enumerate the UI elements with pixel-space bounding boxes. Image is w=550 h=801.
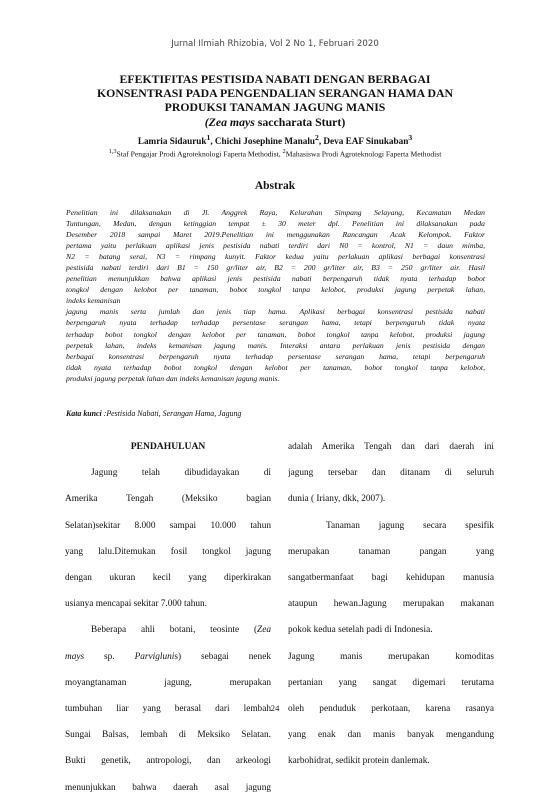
page-number: 24 [270,703,280,713]
body-line: pokok kedua setelah padi di Indonesia. [288,625,433,636]
abstract-body [66,207,485,384]
body-line: usianya mencapai sekitar 7.000 tahun. [65,599,207,610]
author-sup: 1 [206,133,211,142]
abstract-line: jagung manis serta jumlah dan jenis tiap hama. Aplikasi berbagai konsentrasi pestisida nabati [66,307,485,317]
body-line: oleh penduduk perkotaan, karena rasanya [288,704,494,715]
keywords-label: Kata kunci [66,409,102,418]
body-line [65,617,271,643]
author-name: Chichi Josephine Manalu [214,136,315,147]
body-line: Jagung telah dibudidayakan di [91,468,271,479]
body-line: moyangtanaman jagung, merupakan [65,677,271,688]
affiliation-sup: 1,3 [108,148,117,155]
author-sup: 3 [408,133,413,142]
abstract-heading: Abstrak [254,180,296,192]
abstract-line: Penelitian ini dilaksanakan di Jl. Anggrek Raya, Kelurahan Simpang Selayang, Kecamatan Medan [66,208,485,217]
body-line: adalah Amerika Tengah dan dari daerah ini [288,442,494,452]
abstract-line: berpengaruh nyata terhadap terhadap persentase serangan hama, tetapi berpengaruh tidak nyata [66,318,485,328]
title-species: (Zea mays [204,114,255,129]
title-line: KONSENTRASI PADA PENGENDALIAN SERANGAN HAMA DAN [96,86,453,101]
body-line: merupakan tanaman pangan yang [288,546,494,557]
body-line [65,644,271,670]
abstract-line: terhadap bobot tongkol dengan kelobot per tanaman, bobot tongkol tanpa kelobot, produksi jagung [66,329,485,339]
paper-title [70,72,480,129]
abstract-line: indeks kemanisan [66,296,121,306]
affiliation-text: Staf Pengajar Prodi Agroteknologi Faperta Methodist, [116,149,283,159]
body-line: karbohidrat, sedikit protein danlemak. [288,756,430,767]
body-line: sangatbermanfaat bagi kehidupan manusia [288,573,494,584]
species-text: Zea [257,625,271,636]
body-line: Jagung manis merupakan komoditas [288,651,494,662]
abstract-line: Tuntungan, Medan, dengan ketinggian tempat ± 30 meter dpl. Penelitian ini dilaksanakan pada [66,219,485,229]
abstract-line: penelitian menunjukkan bahwa aplikasi jenis pestisida nabati berpengaruh tidak nyata terhadap bobot [66,274,485,284]
abstract-line: perpetak lahan, indeks kemanisan jagung manis. Interaksi antara perlakuan jenis pestisida dengan [66,340,485,350]
body-line: Selatan)sekitar 8.000 sampai 10.000 tahun [65,520,271,531]
body-line: Tanaman jagung secara spesifik [326,520,494,531]
author-separator: , [210,136,215,147]
abstract-line: tidak nyata terhadap bobot tongkol dengan kelobot per tanaman, bobot tongkol tanpa kelobot, [66,362,485,372]
title-line: PRODUKSI TANAMAN JAGUNG MANIS [164,100,386,115]
abstract-line: Desember 2018 sampai Maret 2019.Penelitian ini menggunakan Rancangan Acak Kelompok. Faktor [66,230,485,240]
section-heading: PENDAHULUAN [130,441,206,452]
affiliation-sup: 2 [282,148,286,155]
abstract-line: berbagai konsentrasi berpengaruh nyata terhadap persentase serangan hama, tetapi berpengaruh [66,351,485,361]
title-line [70,115,480,129]
body-line: ataupun hewan.Jagung merupakan makanan [288,599,494,610]
body-line: pertanian yang sangat digemari terutama [288,677,494,688]
body-line: yang lalu.Ditemukan fosil tongkol jagung [65,546,271,557]
running-head: Jurnal Ilmiah Rhizobia, Vol 2 No 1, Februari 2020 [171,39,379,49]
keywords [66,409,485,418]
body-text: s) sebagai nenek [174,651,271,662]
species-text: mays [65,651,85,662]
body-line: jagung tersebar dan ditanam di seluruh [288,468,494,479]
author-list [60,133,490,146]
abstract-line: produksi jagung perpetak lahan dan indeks kemanisan jagung manis. [66,373,280,383]
abstract-line: pestisida nabati terdiri dari B1 = 150 gr/liter air, B2 = 200 gr/liter air, B3 = 250 gr/liter air. Hasil [66,263,485,273]
body-line: Amerika Tengah (Meksiko bagian [65,494,271,505]
body-text: Beberapa ahli botani, teosinte ( [91,625,258,636]
affiliation [50,148,500,159]
abstract-line: N2 = batang serai, N3 = rimpang kunyit. Faktor kedua yaitu perlakuan aplikasi berbagai konsentrasi [66,252,485,262]
author-sup: 2 [314,133,319,142]
body-line: dengan ukuran kecil yang diperkirakan [65,573,271,584]
right-column [288,434,494,775]
keywords-text: :Pestisida Nabati, Serangan Hama, Jagung [101,409,242,418]
abstract-line: tongkol dengan kelobot per tanaman, bobot tongkol tanpa kelobot, produksi jagung perpetak lahan, [66,285,485,295]
abstract-line: pertama yaitu perlakuan aplikasi jenis pestisida nabati terdiri dari N0 = kontrol, N1 = daun mimba, [66,241,485,251]
body-line: tumbuhan liar yang berasal dari lembah [65,704,271,715]
body-text: sp. [84,651,135,662]
body-line: Bukti genetik, antropologi, dan arkeologi [65,756,271,767]
author-name: Deva EAF Sinukaban [323,136,409,147]
author-name: Lamria Sidauruk [137,136,207,147]
species-text: Parvigluni [134,651,175,662]
body-line: dunia ( Iriany, dkk, 2007). [288,494,386,505]
affiliation-text: Mahasiswa Prodi Agroteknologi Faperta Methodist [285,149,442,159]
author-separator: , [318,136,324,147]
body-line: menunjukkan bahwa daerah asal jagung [65,782,271,793]
title-variety: saccharata Sturt) [254,114,346,129]
body-line: Sungai Balsas, lembah di Meksiko Selatan. [65,730,271,741]
body-line: yang enak dan manis banyak mengandung [288,730,494,741]
title-line: EFEKTIFITAS PESTISIDA NABATI DENGAN BERBAGAI [119,72,431,86]
left-column [65,434,271,801]
